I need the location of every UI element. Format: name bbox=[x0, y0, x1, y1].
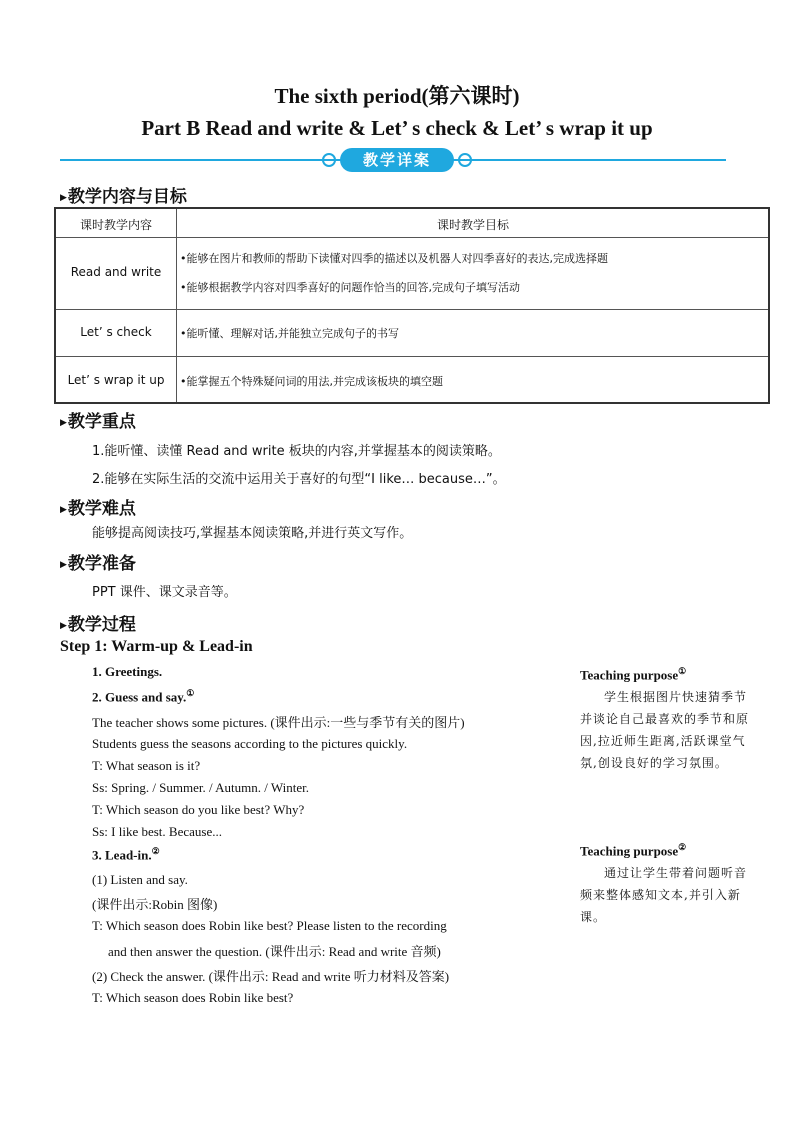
step-line: T: Which season does Robin like best? bbox=[92, 990, 294, 1005]
step-line: (1) Listen and say. bbox=[92, 872, 188, 887]
table-row-content: Read and write bbox=[70, 265, 162, 279]
teaching-purpose-text: 学生根据图片快速猜季节并谈论自己最喜欢的季节和原因,拉近师生距离,活跃课堂气氛,创设良好的学习氛围。 bbox=[580, 690, 750, 770]
step-line: T: What season is it? bbox=[92, 758, 201, 773]
table-header-goals: 课时教学目标 bbox=[436, 218, 509, 232]
banner bbox=[322, 148, 472, 172]
banner-dot-right-icon bbox=[458, 153, 472, 167]
section-heading-difficulties: ▶教学难点 bbox=[60, 499, 136, 519]
step-line: T: Which season does Robin like best? Please listen to the recording bbox=[92, 918, 447, 933]
table-row-goal: •能掌握五个特殊疑问词的用法,并完成该板块的填空题 bbox=[180, 375, 443, 388]
table-row-goal: •能听懂、理解对话,并能独立完成句子的书写 bbox=[180, 327, 399, 340]
step-line: and then answer the question. (课件出示: Read and write 音频) bbox=[108, 944, 441, 959]
triangle-icon: ▶ bbox=[60, 418, 67, 428]
table-header-content: 课时教学内容 bbox=[79, 218, 152, 232]
step-line: 1. Greetings. bbox=[92, 664, 163, 679]
step-line: Students guess the seasons according to the pictures quickly. bbox=[92, 736, 408, 751]
goals-table bbox=[54, 207, 770, 404]
teaching-purpose-title: Teaching purpose① bbox=[580, 666, 687, 683]
step-line: (2) Check the answer. (课件出示: Read and write 听力材料及答案) bbox=[92, 969, 450, 984]
triangle-icon: ▶ bbox=[60, 505, 67, 515]
step-line: Ss: Spring. / Summer. / Autumn. / Winter. bbox=[92, 780, 310, 795]
difficulties-text: 能够提高阅读技巧,掌握基本阅读策略,并进行英文写作。 bbox=[92, 526, 413, 541]
table-row-goal: •能够根据教学内容对四季喜好的问题作恰当的回答,完成句子填写活动 bbox=[180, 281, 520, 294]
step-line: 2. Guess and say.① bbox=[92, 688, 195, 705]
step-line: 3. Lead-in.② bbox=[92, 846, 160, 863]
page-title: The sixth period(第六课时) bbox=[274, 84, 520, 108]
key-point-2: 2.能够在实际生活的交流中运用关于喜好的句型“I like… because…”。 bbox=[92, 472, 506, 487]
footnote-mark: ② bbox=[151, 846, 160, 856]
preparation-text: PPT 课件、课文录音等。 bbox=[92, 585, 237, 600]
step-title: Step 1: Warm-up & Lead-in bbox=[60, 638, 253, 655]
table-row-content: Let’ s wrap it up bbox=[67, 373, 165, 387]
triangle-icon: ▶ bbox=[60, 193, 67, 203]
banner-dot-left-icon bbox=[322, 153, 336, 167]
table-row-content: Let’ s check bbox=[80, 325, 152, 339]
page-subtitle: Part B Read and write & Let’ s check & Let’ s wrap it up bbox=[141, 116, 653, 140]
key-point-1: 1.能听懂、读懂 Read and write 板块的内容,并掌握基本的阅读策略。 bbox=[92, 444, 501, 459]
table-row-goal: •能够在图片和教师的帮助下读懂对四季的描述以及机器人对四季喜好的表达,完成选择题 bbox=[180, 252, 608, 265]
triangle-icon: ▶ bbox=[60, 560, 67, 570]
banner-label: 教学详案 bbox=[340, 148, 454, 172]
section-heading-content-goals: ▶教学内容与目标 bbox=[60, 187, 187, 207]
step-line: Ss: I like best. Because... bbox=[92, 824, 222, 839]
teaching-purpose-text: 通过让学生带着问题听音频来整体感知文本,并引入新课。 bbox=[580, 866, 748, 924]
teaching-purpose-title: Teaching purpose② bbox=[580, 842, 687, 859]
section-heading-preparation: ▶教学准备 bbox=[60, 554, 136, 574]
section-heading-process: ▶教学过程 bbox=[60, 615, 136, 635]
triangle-icon: ▶ bbox=[60, 621, 67, 631]
footnote-mark: ① bbox=[186, 688, 195, 698]
section-heading-key-points: ▶教学重点 bbox=[60, 412, 136, 432]
step-line: The teacher shows some pictures. (课件出示:一些与季节有关的图片) bbox=[92, 715, 465, 730]
step-line: (课件出示:Robin 图像) bbox=[92, 897, 218, 912]
step-line: T: Which season do you like best? Why? bbox=[92, 802, 305, 817]
